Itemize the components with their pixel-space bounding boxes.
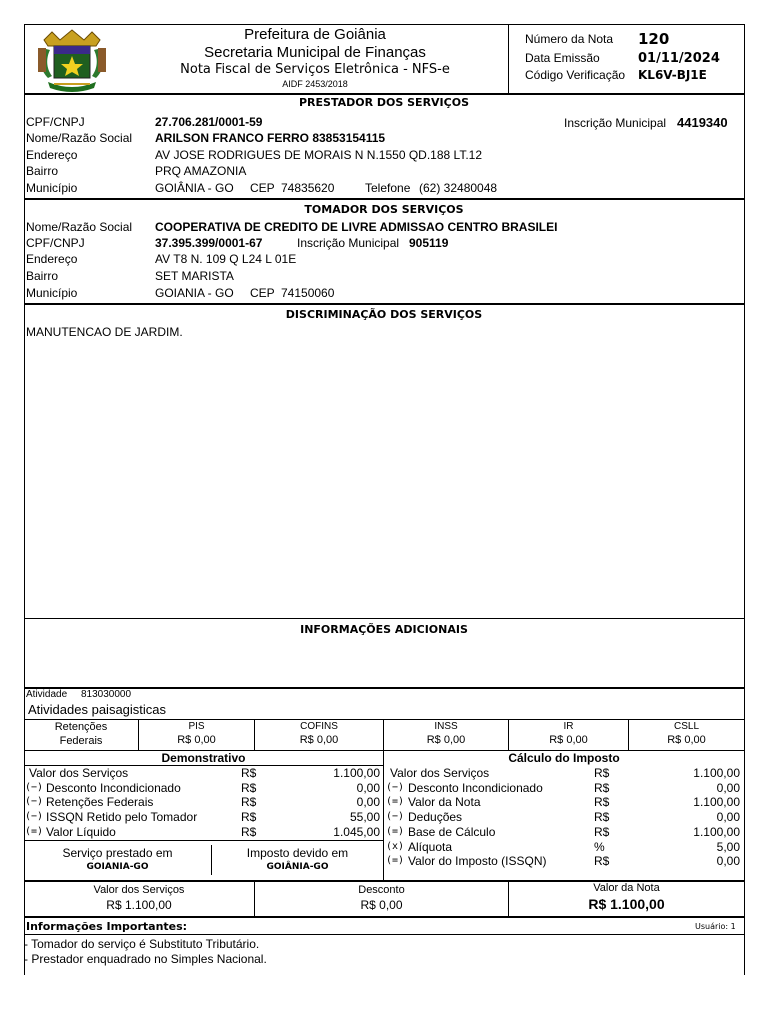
tomador-end-value: AV T8 N. 109 Q L24 L 01E	[155, 252, 297, 266]
retencoes-label-2: Federais	[59, 735, 103, 747]
tomador-cpf-value: 37.395.399/0001-67	[155, 236, 263, 250]
row-sign-2: (=)	[386, 796, 405, 808]
prestador-insc-label: Inscrição Municipal	[564, 116, 667, 130]
calculo-title: Cálculo do Imposto	[508, 751, 620, 765]
row-currency-4: R$	[594, 824, 610, 839]
tomador-mun-label: Município	[26, 286, 78, 300]
importantes-title: Informações Importantes:	[26, 920, 188, 933]
importantes-line-1: - Tomador do serviço é Substituto Tributário.	[24, 937, 260, 951]
data-value: 01/11/2024	[638, 51, 720, 66]
frame-top	[24, 24, 745, 25]
row-sign-6: (=)	[386, 855, 405, 867]
total-servicos-label: Valor dos Serviços	[93, 884, 185, 896]
row-currency-3: R$	[241, 810, 257, 825]
row-value-5: 5,00	[716, 839, 740, 854]
header-divider	[508, 24, 509, 94]
row-value-0: 1.100,00	[693, 766, 740, 780]
tomador-cep-label: CEP	[250, 286, 275, 300]
ret-csll-value: R$ 0,00	[667, 734, 706, 746]
row-value-1: 0,00	[356, 780, 380, 795]
total-desconto-value: R$ 0,00	[360, 898, 403, 912]
tomador-bairro-label: Bairro	[26, 269, 59, 283]
demonstrativo-title: Demonstrativo	[161, 751, 246, 765]
tomador-end-label: Endereço	[26, 252, 78, 266]
ret-ir-name: IR	[563, 721, 574, 732]
tomador-cpf-label: CPF/CNPJ	[26, 236, 85, 250]
row-value-3: 0,00	[716, 810, 740, 825]
prestador-mun-label: Município	[26, 181, 78, 195]
prestador-bairro-label: Bairro	[26, 164, 59, 178]
prestador-cep-value: 74835620	[281, 181, 335, 195]
prestador-bairro-value: PRQ AMAZONIA	[155, 164, 247, 178]
tomador-nome-label: Nome/Razão Social	[26, 220, 133, 234]
ret-inss-name: INSS	[434, 721, 458, 732]
row-value-0: 1.100,00	[333, 766, 380, 780]
divider-header	[24, 93, 745, 95]
row-value-4: 1.100,00	[693, 824, 740, 839]
frame-right	[744, 24, 745, 975]
row-label-4: Valor Líquido	[46, 824, 116, 839]
row-sign-3: (−)	[25, 811, 44, 823]
row-sign-5: (x)	[386, 840, 405, 852]
divider-tomador	[24, 303, 745, 305]
numero-value: 120	[638, 30, 670, 48]
row-value-2: 1.100,00	[693, 795, 740, 810]
total-servicos-value: R$ 1.100,00	[106, 898, 172, 912]
discriminacao-text: MANUTENCAO DE JARDIM.	[26, 325, 183, 339]
header-subtitle: Secretaria Municipal de Finanças	[204, 44, 426, 61]
tomador-mun-value: GOIANIA - GO	[155, 286, 234, 300]
row-label-1: Desconto Incondicionado	[46, 780, 181, 795]
row-currency-2: R$	[594, 795, 610, 810]
row-sign-2: (−)	[25, 796, 44, 808]
row-currency-0: R$	[241, 766, 257, 780]
imposto-devido-label: Imposto devido em	[246, 846, 349, 860]
divider-discriminacao	[24, 618, 745, 619]
prestador-mun-value: GOIÂNIA - GO	[155, 181, 234, 195]
row-currency-3: R$	[594, 810, 610, 825]
prestador-end-label: Endereço	[26, 148, 78, 162]
row-sign-4: (=)	[386, 825, 405, 837]
row-label-0: Valor dos Serviços	[29, 766, 129, 780]
row-label-1: Desconto Incondicionado	[408, 780, 543, 795]
row-label-5: Alíquota	[408, 839, 453, 854]
ret-inss-value: R$ 0,00	[426, 734, 466, 746]
total-nota-label: Valor da Nota	[593, 882, 660, 894]
row-label-0: Valor dos Serviços	[390, 766, 490, 780]
prestador-cpf-label: CPF/CNPJ	[26, 115, 85, 129]
demonstrativo-bottom-rule	[24, 840, 383, 841]
ret-ir-value: R$ 0,00	[549, 734, 588, 746]
imposto-devido-value: GOIÂNIA-GO	[266, 862, 329, 872]
row-label-3: ISSQN Retido pelo Tomador	[46, 810, 198, 825]
divider-prestador	[24, 198, 745, 200]
row-label-6: Valor do Imposto (ISSQN)	[408, 854, 547, 869]
atividade-desc: Atividades paisagisticas	[28, 702, 167, 717]
atividade-label: Atividade	[26, 689, 68, 700]
tomador-title: TOMADOR DOS SERVIÇOS	[304, 203, 464, 216]
row-currency-1: R$	[594, 780, 610, 795]
row-label-3: Deduções	[408, 810, 463, 825]
total-desconto-label: Desconto	[358, 884, 405, 896]
tomador-insc-label: Inscrição Municipal	[297, 236, 400, 250]
tomador-cep-value: 74150060	[281, 286, 335, 300]
row-value-2: 0,00	[356, 795, 380, 810]
tomador-nome-value: COOPERATIVA DE CREDITO DE LIVRE ADMISSAO CENTRO BRASILEI	[155, 220, 558, 234]
prestador-tel-label: Telefone	[365, 181, 411, 195]
ret-cofins-name: COFINS	[300, 721, 338, 732]
row-currency-5: %	[594, 839, 605, 854]
prestador-nome-label: Nome/Razão Social	[26, 131, 133, 145]
ret-csll-name: CSLL	[673, 721, 699, 732]
prestador-cpf-value: 27.706.281/0001-59	[155, 115, 263, 129]
row-value-4: 1.045,00	[333, 824, 380, 839]
discriminacao-title: DISCRIMINAÇÃO DOS SERVIÇOS	[285, 308, 483, 321]
codigo-label: Código Verificação	[525, 68, 626, 82]
row-currency-1: R$	[241, 780, 257, 795]
row-sign-3: (−)	[386, 811, 405, 823]
prestador-insc-value: 4419340	[677, 115, 728, 130]
row-currency-4: R$	[241, 824, 257, 839]
ret-cofins-value: R$ 0,00	[299, 734, 339, 746]
prestador-tel-value: (62) 32480048	[419, 181, 498, 195]
info-adicionais-title: INFORMAÇÕES ADICIONAIS	[300, 623, 468, 636]
row-label-2: Retenções Federais	[46, 795, 154, 810]
row-currency-2: R$	[241, 795, 257, 810]
prestador-title: PRESTADOR DOS SERVIÇOS	[298, 96, 469, 109]
atividade-code: 813030000	[81, 689, 132, 700]
row-value-3: 55,00	[349, 810, 380, 825]
demonstrativo-divider	[383, 750, 384, 880]
row-currency-0: R$	[594, 766, 610, 780]
header-title: Prefeitura de Goiânia	[244, 26, 386, 43]
codigo-value: KL6V-BJ1E	[638, 68, 707, 82]
row-label-2: Valor da Nota	[408, 795, 481, 810]
row-value-6: 0,00	[716, 854, 740, 869]
retencoes-label-1: Retenções	[54, 721, 108, 733]
total-nota-value: R$ 1.100,00	[588, 896, 665, 912]
row-sign-1: (−)	[25, 781, 44, 793]
row-sign-1: (−)	[386, 781, 405, 793]
divider-importantes	[24, 934, 745, 935]
divider-info	[24, 687, 745, 689]
brasao-logo	[34, 26, 110, 92]
usuario-label: Usuário: 1	[695, 922, 736, 931]
data-label: Data Emissão	[525, 51, 600, 65]
ret-pis-value: R$ 0,00	[177, 734, 216, 746]
row-label-4: Base de Cálculo	[408, 824, 496, 839]
ret-pis-name: PIS	[188, 721, 205, 732]
prestador-nome-value: ARILSON FRANCO FERRO 83853154115	[155, 131, 386, 145]
prestador-end-value: AV JOSE RODRIGUES DE MORAIS N N.1550 QD.188 LT.12	[155, 148, 482, 162]
servico-prestado-value: GOIANIA-GO	[86, 862, 149, 872]
tomador-insc-value: 905119	[409, 236, 449, 250]
row-value-1: 0,00	[716, 780, 740, 795]
tomador-bairro-value: SET MARISTA	[155, 269, 234, 283]
row-currency-6: R$	[594, 854, 610, 869]
row-sign-4: (=)	[25, 825, 44, 837]
prestador-cep-label: CEP	[250, 181, 275, 195]
servico-prestado-label: Serviço prestado em	[62, 846, 173, 860]
header-doc-type: Nota Fiscal de Serviços Eletrônica - NFS-e	[180, 62, 450, 77]
importantes-line-2: - Prestador enquadrado no Simples Nacional.	[24, 952, 267, 966]
numero-label: Número da Nota	[525, 32, 614, 46]
divider-atividade	[24, 719, 745, 720]
header-aidf: AIDF 2453/2018	[282, 79, 348, 89]
divider-totais	[24, 916, 745, 918]
